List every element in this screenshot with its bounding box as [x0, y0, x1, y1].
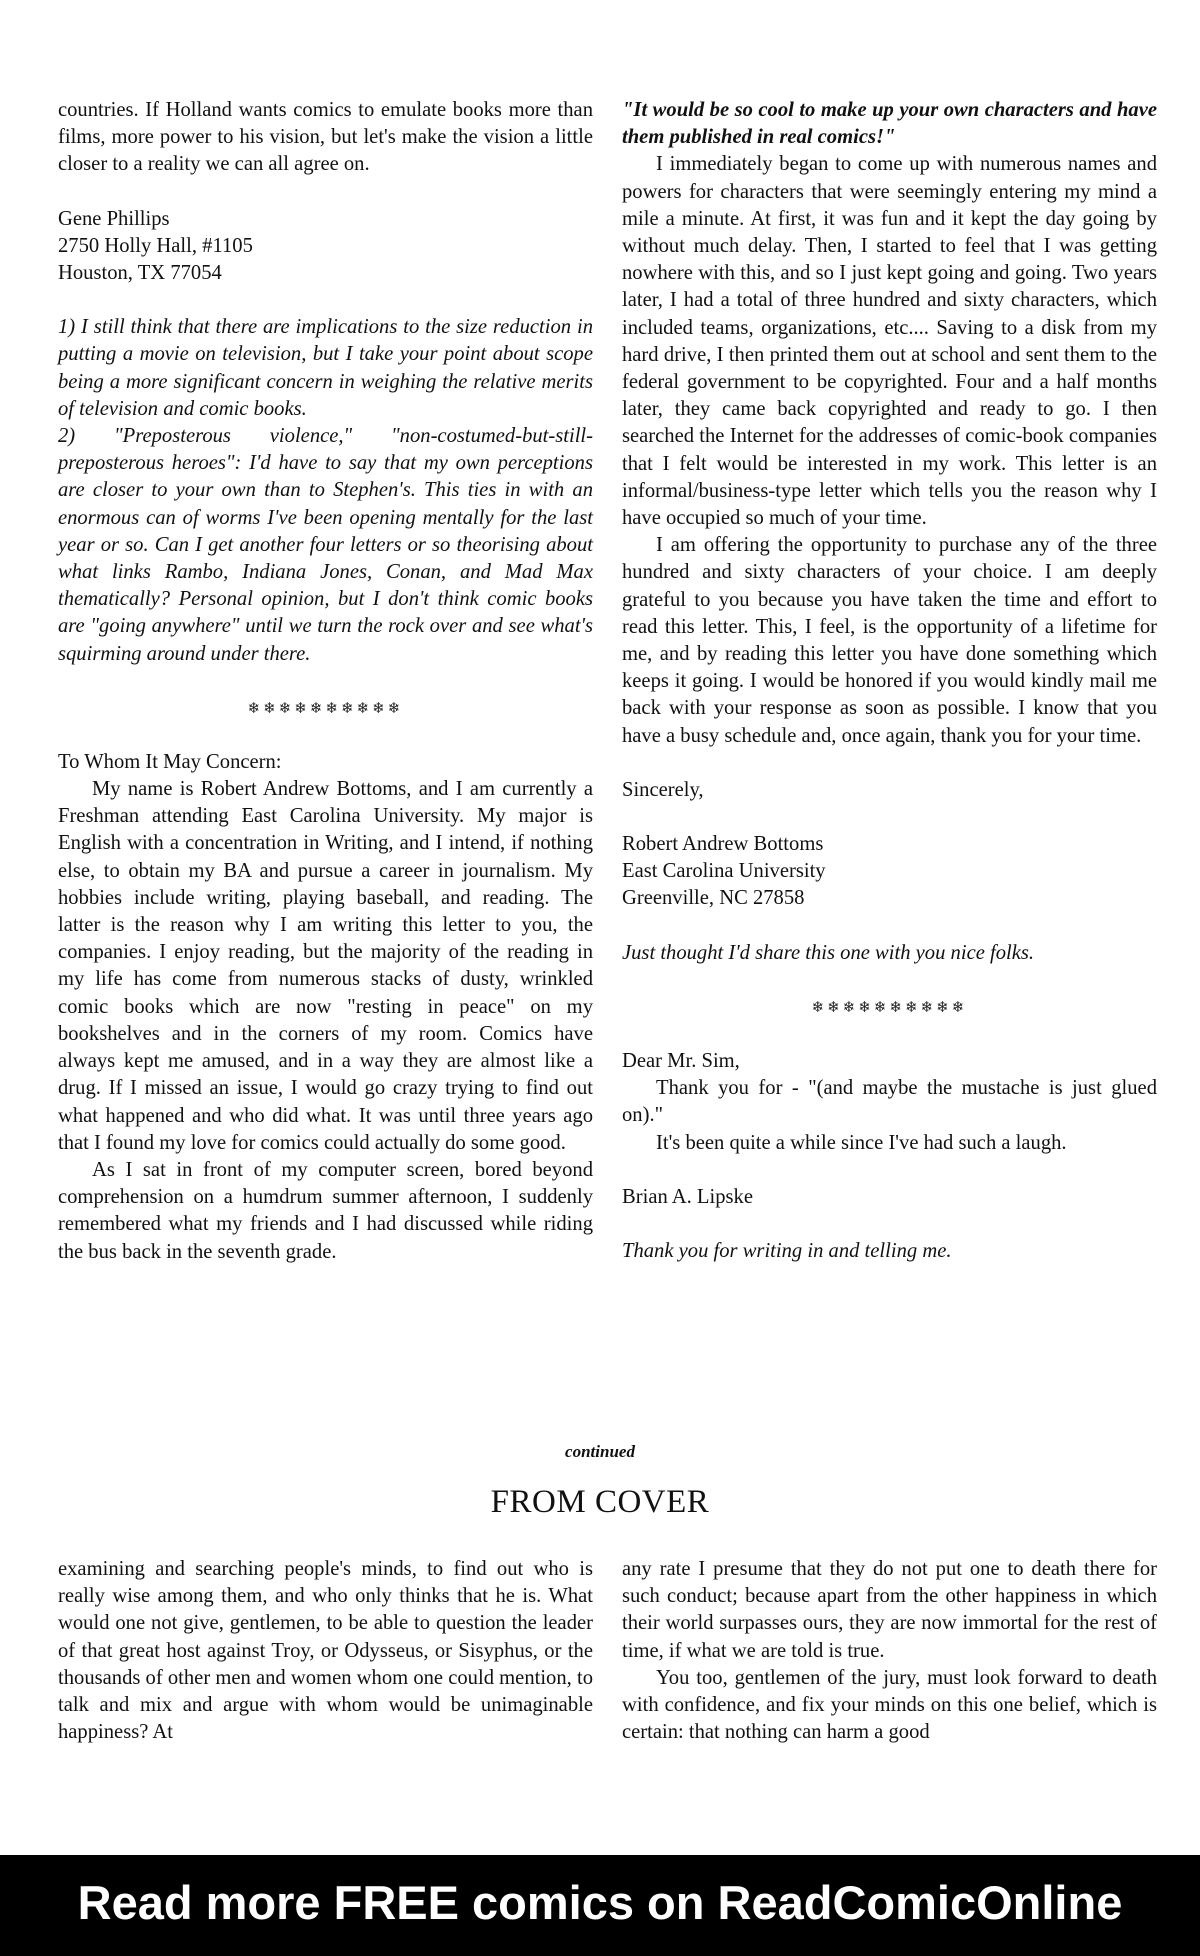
paragraph-gap [622, 967, 1157, 994]
promo-banner[interactable] [0, 1855, 1200, 1956]
address-line: Brian A. Lipske [622, 1185, 753, 1208]
paragraph: I immediately began to come up with numerous names and powers for characters that were seemingly entering my mind a mile a minute. At first, it was fun and it kept the day going by without much delay. Then, I started to feel that I was getting nowhere with this, and so I just kept going and going. Two years later, I had a total of three hundred and sixty characters, which included teams, organizations, etc.... Saving to a disk from my hard drive, I then printed them out at school and sent them to the federal government to be copyrighted. Four and a half months later, they came back copyrighted and ready to go. I then searched the Internet for the addresses of comic-book companies that I felt would be interested in my work. This letter is an informal/business-type letter which tells you the reason why I have occupied so much of your time. [622, 153, 1157, 530]
continued-label: continued [565, 1442, 635, 1461]
section-title: FROM COVER [490, 1484, 710, 1520]
paragraph: As I sat in front of my computer screen, bored beyond comprehension on a humdrum summer afternoon, I suddenly remembered what my friends and I had discussed while riding the bus back in the seventh grade. [58, 1158, 593, 1263]
paragraph-gap [58, 179, 593, 206]
paragraph: It's been quite a while since I've had such a laugh. [656, 1131, 1067, 1154]
paragraph: Thank you for - "(and maybe the mustache is just glued on)." [622, 1077, 1157, 1127]
paragraph: Just thought I'd share this one with you nice folks. [622, 941, 1035, 964]
address-line: 2750 Holly Hall, #1105 [58, 234, 253, 257]
from-cover-right-column [622, 1556, 1157, 1746]
paragraph-gap [58, 668, 593, 695]
paragraph-gap [622, 1211, 1157, 1238]
address-line: Robert Andrew Bottoms [622, 833, 824, 856]
address-line: Gene Phillips [58, 207, 170, 230]
paragraph-gap [622, 1021, 1157, 1048]
paragraph: countries. If Holland wants comics to emulate books more than films, more power to his vision, but let's make the vision a little closer to a reality we can all agree on. [58, 99, 593, 176]
paragraph: 2) "Preposterous violence," "non-costumed-but-still-preposterous heroes": I'd have to say that my own perceptions are closer to your own than to Stephen's. This ties in with an enormous can of worms I've been opening mentally for the last year or so. Can I get another four letters or so theorising about what links Rambo, Indiana Jones, Conan, and Mad Max thematically? Personal opinion, but I don't think comic books are "going anywhere" until we turn the rock over and see what's squirming around under there. [58, 425, 593, 665]
paragraph-gap [58, 722, 593, 749]
paragraph: examining and searching people's minds, to find out who is really wise among them, and who only thinks that he is. What would one not give, gentlemen, to be able to question the leader of that great host against Troy, or Odysseus, or Sisyphus, or the thousands of other men and women whom one could mention, to talk and mix and argue with whom would be unimaginable happiness? At [58, 1558, 593, 1744]
from-cover-left-column [58, 1556, 593, 1746]
address-line: East Carolina University [622, 860, 826, 883]
paragraph-gap [622, 804, 1157, 831]
paragraph: You too, gentlemen of the jury, must look forward to death with confidence, and fix your minds on this one belief, which is certain: that nothing can harm a good [622, 1666, 1157, 1744]
promo-banner-text[interactable]: Read more FREE comics on ReadComicOnline [77, 1876, 1123, 1929]
paragraph: Sincerely, [622, 778, 704, 801]
paragraph-gap [622, 750, 1157, 777]
paragraph: 1) I still think that there are implications to the size reduction in putting a movie on television, but I take your point about scope being a more significant concern in weighing the relative merits of television and comic books. [58, 316, 593, 420]
paragraph: To Whom It May Concern: [58, 750, 282, 773]
address-line: Houston, TX 77054 [58, 262, 222, 285]
paragraph-gap [58, 287, 593, 314]
paragraph: My name is Robert Andrew Bottoms, and I am currently a Freshman attending East Carolina University. My major is English with a concentration in Writing, and I intend, if nothing else, to obtain my BA and pursue a career in journalism. My hobbies include writing, playing baseball, and reading. The latter is the reason why I am writing this letter to you, the companies. I enjoy reading, but the majority of the reading in my life has come from numerous stacks of dusty, wrinkled comic books which are now "resting in peace" on my bookshelves and in the corners of my room. Comics have always kept me amused, and in a way they are almost like a drug. If I missed an issue, I would go crazy trying to find out what happened and who did what. It was until three years ago that I found my love for comics could actually do some good. [58, 778, 593, 1154]
paragraph: "It would be so cool to make up your own characters and have them published in real comics!" [622, 99, 1157, 149]
section-divider: ❄❄❄❄❄❄❄❄❄❄ [247, 698, 404, 717]
paragraph: I am offering the opportunity to purchase any of the three hundred and sixty characters of your choice. I am deeply grateful to you because you have taken the time and effort to read this letter. This, I feel, is the opportunity of a lifetime for me, and by reading this letter you have done something which keeps it going. I would be honored if you would kindly mail me back with your response as soon as possible. I know that you have a busy schedule and, once again, thank you for your time. [622, 534, 1157, 747]
address-line: Greenville, NC 27858 [622, 887, 805, 910]
paragraph: Thank you for writing in and telling me. [622, 1239, 952, 1262]
section-divider: ❄❄❄❄❄❄❄❄❄❄ [811, 997, 968, 1016]
letters-right-column [622, 97, 1157, 1265]
paragraph: Dear Mr. Sim, [622, 1049, 740, 1072]
letters-left-column [58, 97, 593, 1266]
paragraph: any rate I presume that they do not put one to death there for such conduct; because apart from the other happiness in which their world surpasses ours, they are now immortal for the rest of time, if what we are told is true. [622, 1558, 1157, 1662]
paragraph-gap [622, 913, 1157, 940]
paragraph-gap [622, 1157, 1157, 1184]
